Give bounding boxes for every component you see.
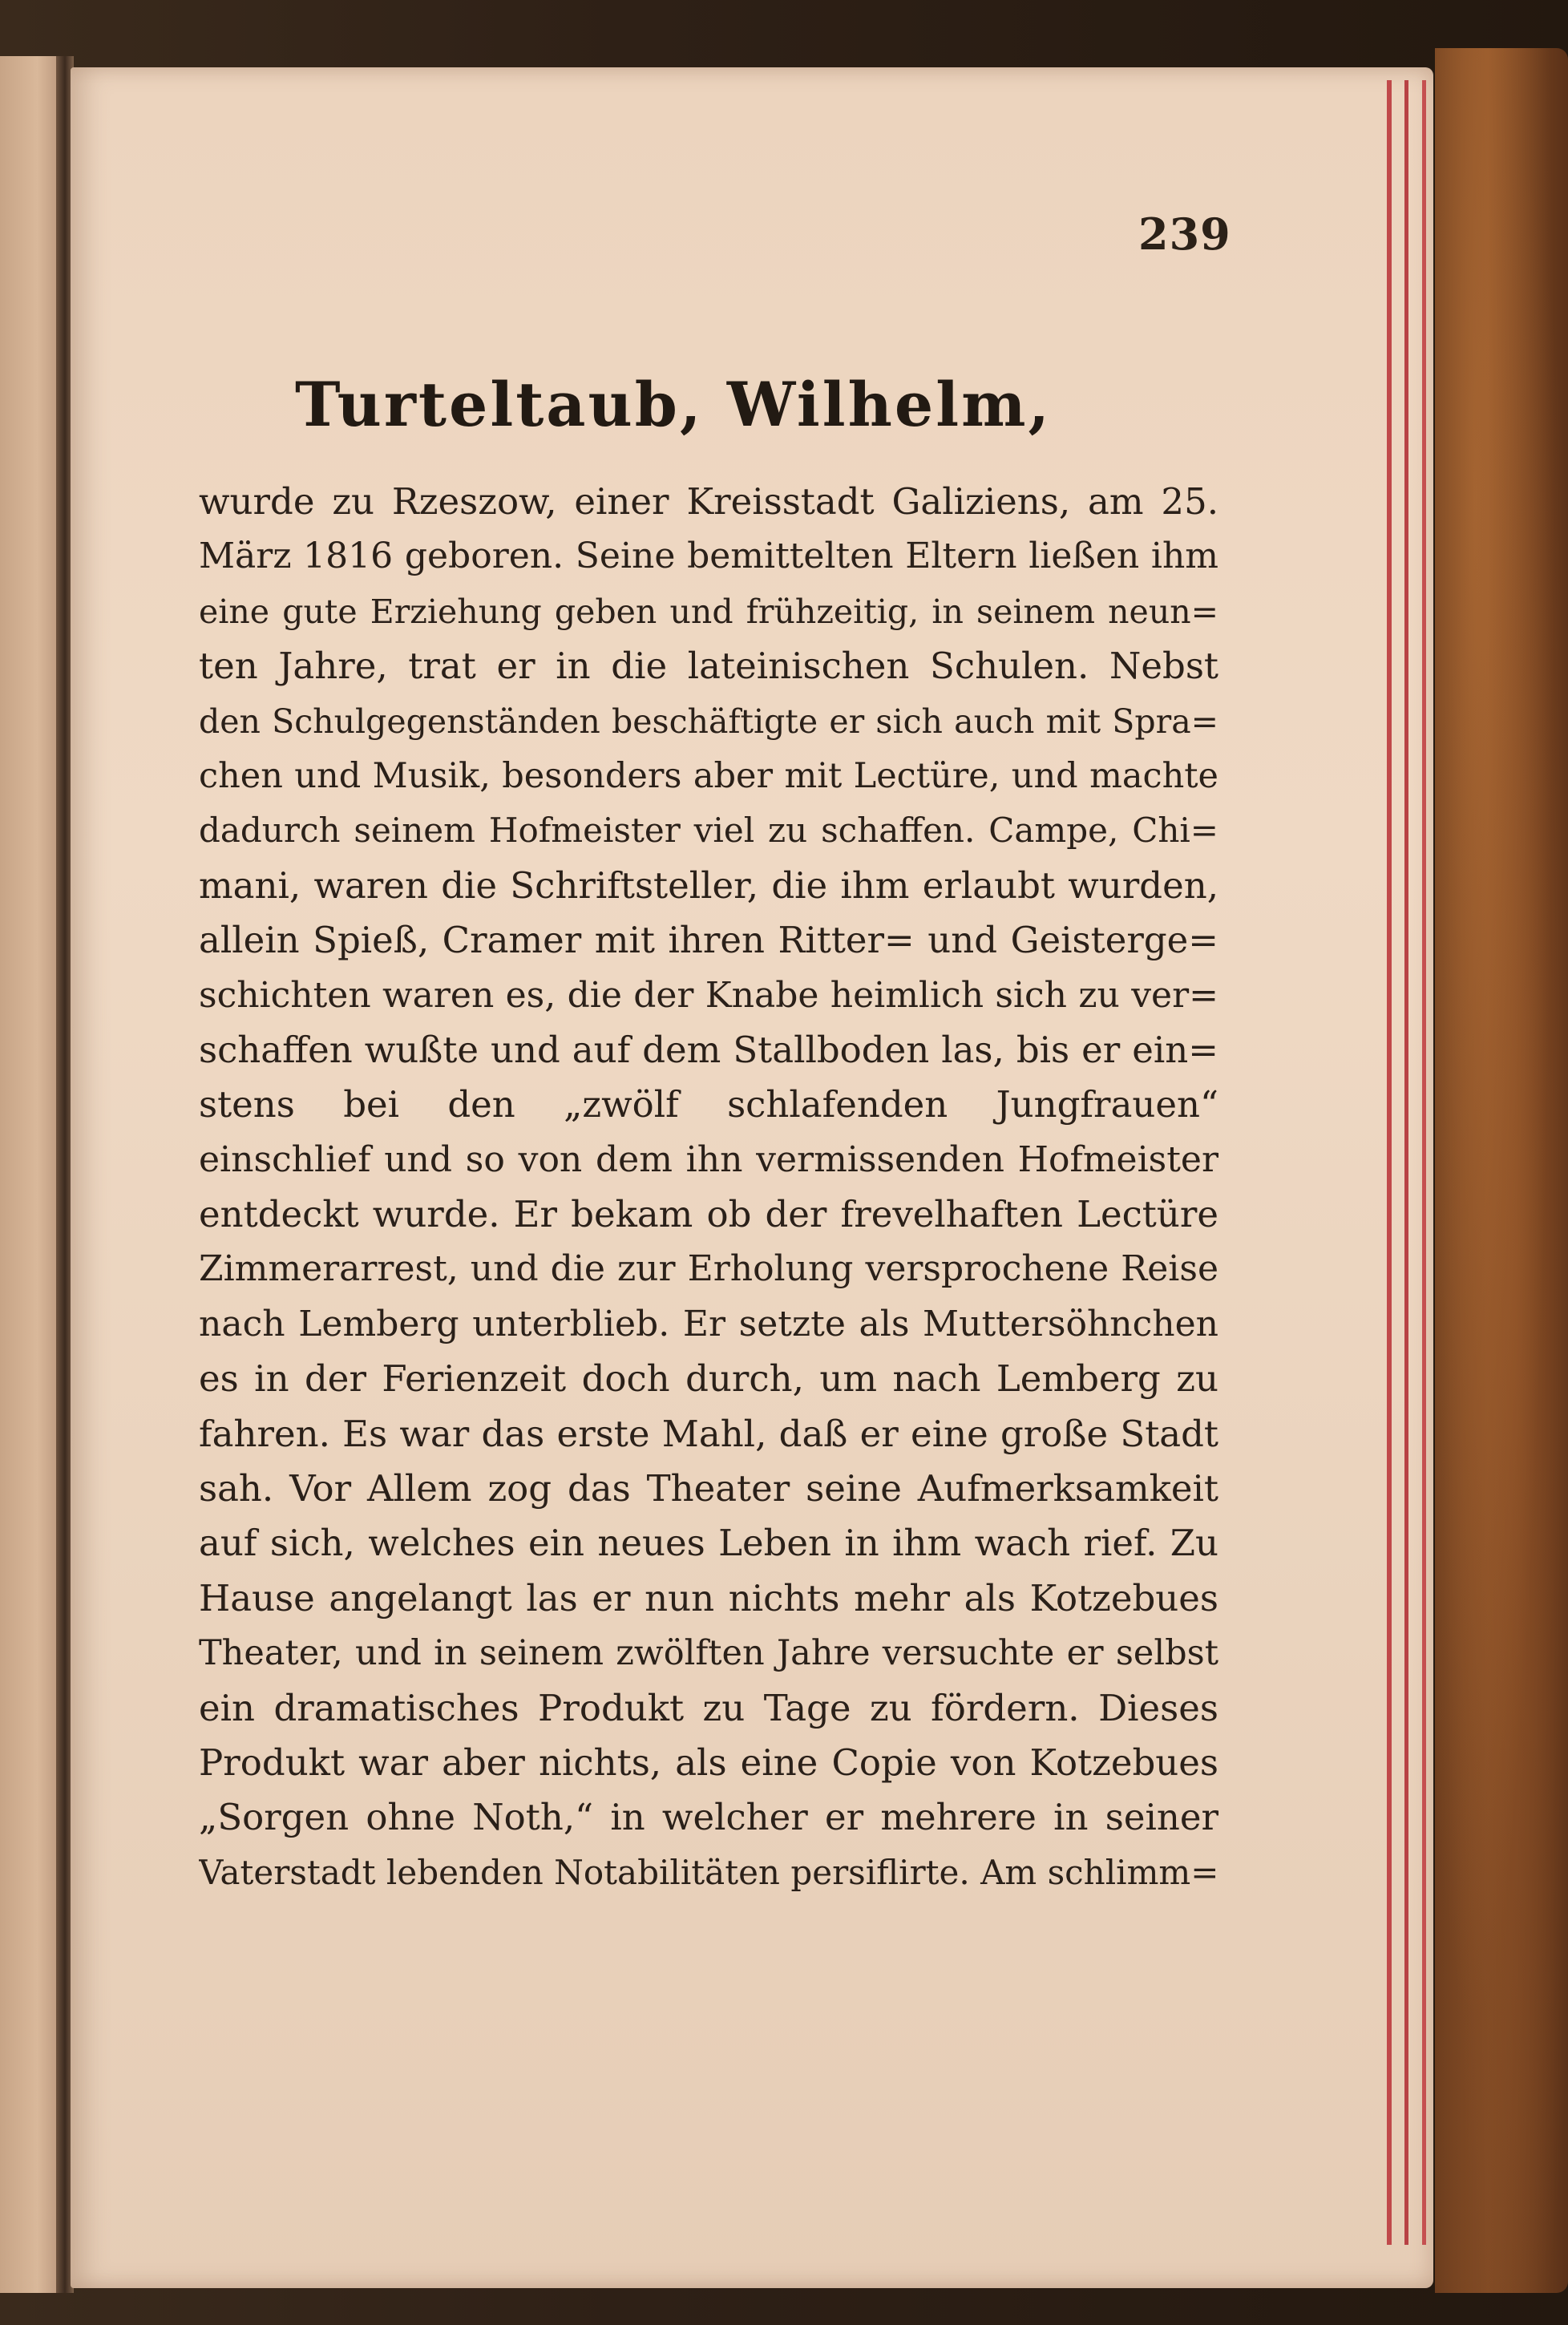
text-line: es in der Ferienzeit doch durch, um nach Lemberg zu xyxy=(199,1357,1218,1401)
entry-heading: Turteltaub, Wilhelm, xyxy=(295,369,1052,440)
text-line: Produkt war aber nichts, als eine Copie von Kotzebues xyxy=(199,1741,1218,1784)
text-line: den Schulgegenständen beschäftigte er sich auch mit Spra= xyxy=(199,702,1218,741)
text-line: auf sich, welches ein neues Leben in ihm wach rief. Zu xyxy=(199,1522,1218,1565)
text-line: chen und Musik, besonders aber mit Lectüre, und machte xyxy=(199,755,1218,796)
text-line: schaffen wußte und auf dem Stallboden las, bis er ein= xyxy=(199,1028,1218,1071)
text-line: Zimmerarrest, und die zur Erholung versprochene Reise xyxy=(199,1248,1218,1290)
page-number: 239 xyxy=(1138,208,1231,260)
text-line: sah. Vor Allem zog das Theater seine Aufmerksamkeit xyxy=(199,1467,1218,1510)
text-line: Vaterstadt lebenden Notabilitäten persiflirte. Am schlimm= xyxy=(199,1852,1218,1892)
text-line: Theater, und in seinem zwölften Jahre versuchte er selbst xyxy=(199,1633,1218,1674)
text-line: stens bei den „zwölf schlafenden Jungfrauen“ xyxy=(199,1083,1218,1126)
page-edge-red xyxy=(1404,80,1408,2245)
body-text xyxy=(199,475,1218,1900)
text-line: mani, waren die Schriftsteller, die ihm erlaubt wurden, xyxy=(199,863,1218,907)
text-line: einschlief und so von dem ihn vermissenden Hofmeister xyxy=(199,1138,1218,1180)
text-line: eine gute Erziehung geben und frühzeitig, in seinem neun= xyxy=(199,592,1218,631)
text-line: fahren. Es war das erste Mahl, daß er eine große Stadt xyxy=(199,1412,1218,1455)
text-line: allein Spieß, Cramer mit ihren Ritter= und Geisterge= xyxy=(199,919,1218,962)
text-line: wurde zu Rzeszow, einer Kreisstadt Galiziens, am 25. xyxy=(199,480,1218,523)
book-cover xyxy=(1435,48,1568,2293)
text-line: „Sorgen ohne Noth,“ in welcher er mehrere in seiner xyxy=(199,1796,1218,1839)
text-line: nach Lemberg unterblieb. Er setzte als Muttersöhnchen xyxy=(199,1303,1218,1344)
text-line: März 1816 geboren. Seine bemittelten Eltern ließen ihm xyxy=(199,536,1218,577)
text-line: Hause angelangt las er nun nichts mehr als Kotzebues xyxy=(199,1576,1218,1619)
text-line: ein dramatisches Produkt zu Tage zu fördern. Dieses xyxy=(199,1686,1218,1729)
page-edge-red xyxy=(1387,80,1392,2245)
text-line: schichten waren es, die der Knabe heimlich sich zu ver= xyxy=(199,974,1218,1016)
text-line: ten Jahre, trat er in die lateinischen Schulen. Nebst xyxy=(199,645,1218,688)
text-line: dadurch seinem Hofmeister viel zu schaffen. Campe, Chi= xyxy=(199,811,1218,851)
left-page-edge xyxy=(0,56,63,2293)
page-edge-red xyxy=(1422,80,1426,2245)
text-line: entdeckt wurde. Er bekam ob der frevelhaften Lectüre xyxy=(199,1193,1218,1236)
